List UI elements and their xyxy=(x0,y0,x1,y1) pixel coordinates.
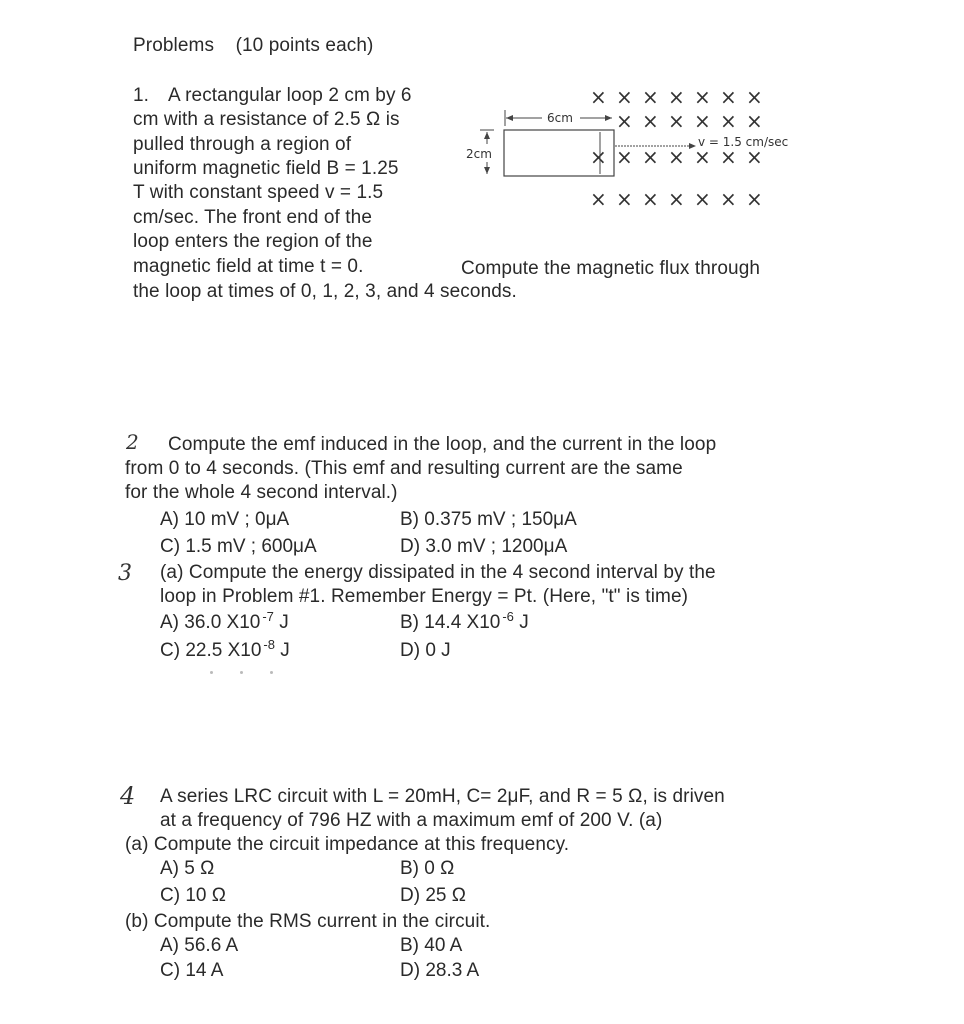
loop-field-diagram xyxy=(460,82,800,212)
field-x-icon: × xyxy=(590,85,607,109)
field-x-icon: × xyxy=(746,109,763,133)
problem-1-line: T with constant speed v = 1.5 xyxy=(133,182,384,203)
option-c-exponent: -8 xyxy=(263,636,275,652)
field-x-icon: × xyxy=(746,85,763,109)
field-x-icon: × xyxy=(746,145,763,169)
option-b-unit: J xyxy=(519,612,529,633)
problem-1-line: cm/sec. The front end of the xyxy=(133,207,373,228)
option-a-base: A) 36.0 X10 xyxy=(160,612,261,633)
problem-1-line: A rectangular loop 2 cm by 6 xyxy=(168,85,412,106)
problem-2-line: Compute the emf induced in the loop, and the current in the loop xyxy=(168,434,717,455)
header-points: (10 points each) xyxy=(235,35,374,56)
problem-3-number: 3 xyxy=(118,561,132,586)
problem-4-number: 4 xyxy=(120,782,136,810)
stray-dot xyxy=(210,671,213,674)
problem-4a-option-d: D) 25 Ω xyxy=(400,885,466,906)
field-x-icon: × xyxy=(694,109,711,133)
height-label: 2cm xyxy=(466,147,492,161)
problem-1-number: 1. xyxy=(133,85,150,106)
problem-1-question-tail: Compute the magnetic flux through xyxy=(461,258,761,279)
option-a-unit: J xyxy=(279,612,289,633)
field-x-icon: × xyxy=(720,109,737,133)
field-x-icon: × xyxy=(642,145,659,169)
stray-dot xyxy=(240,671,243,674)
width-label: 6cm xyxy=(547,111,573,125)
problem-4a-option-b: B) 0 Ω xyxy=(400,858,455,879)
field-x-icon: × xyxy=(616,109,633,133)
problem-4a-option-a: A) 5 Ω xyxy=(160,858,215,879)
problem-4b-option-d: D) 28.3 A xyxy=(400,960,480,981)
problem-4-line: at a frequency of 796 HZ with a maximum emf of 200 V. (a) xyxy=(160,810,663,831)
problem-2-option-d: D) 3.0 mV ; 1200μA xyxy=(400,536,568,557)
field-x-icon: × xyxy=(668,109,685,133)
problem-2-option-a: A) 10 mV ; 0μA xyxy=(160,509,290,530)
problem-1-line: cm with a resistance of 2.5 Ω is xyxy=(133,109,400,130)
field-x-icon: × xyxy=(694,85,711,109)
option-b-base: B) 14.4 X10 xyxy=(400,612,501,633)
option-c-base: C) 22.5 X10 xyxy=(160,640,262,661)
problem-3-line: loop in Problem #1. Remember Energy = Pt. (Here, "t" is time) xyxy=(160,586,689,607)
option-b-exponent: -6 xyxy=(502,608,514,624)
problem-4-part-b: (b) Compute the RMS current in the circuit. xyxy=(125,911,491,932)
problem-3-option-a xyxy=(160,608,289,635)
field-x-icon: × xyxy=(616,85,633,109)
stray-dot xyxy=(270,671,273,674)
field-x-icon: × xyxy=(668,85,685,109)
problem-4b-option-c: C) 14 A xyxy=(160,960,224,981)
field-x-icon: × xyxy=(694,187,711,211)
problem-2-number: 2 xyxy=(126,430,139,454)
field-x-icon: × xyxy=(720,187,737,211)
problem-3-option-c xyxy=(160,636,290,663)
problem-4-part-a: (a) Compute the circuit impedance at this frequency. xyxy=(125,834,570,855)
problem-4b-option-b: B) 40 A xyxy=(400,935,463,956)
field-x-icon: × xyxy=(642,85,659,109)
field-x-icon: × xyxy=(668,187,685,211)
header-title: Problems xyxy=(133,35,215,56)
option-c-unit: J xyxy=(280,640,290,661)
field-x-icon: × xyxy=(746,187,763,211)
field-x-icon: × xyxy=(616,145,633,169)
problem-2-option-c: C) 1.5 mV ; 600μA xyxy=(160,536,317,557)
problem-3-line: (a) Compute the energy dissipated in the 4 second interval by the xyxy=(160,562,716,583)
field-x-icon: × xyxy=(642,109,659,133)
field-x-icon: × xyxy=(694,145,711,169)
problem-1-line: uniform magnetic field B = 1.25 xyxy=(133,158,399,179)
field-x-icon: × xyxy=(616,187,633,211)
problem-1-line: magnetic field at time t = 0. xyxy=(133,256,364,277)
field-x-icon: × xyxy=(668,145,685,169)
problem-2-option-b: B) 0.375 mV ; 150μA xyxy=(400,509,577,530)
problem-3-option-d: D) 0 J xyxy=(400,640,451,661)
field-x-icon: × xyxy=(642,187,659,211)
option-a-exponent: -7 xyxy=(262,608,274,624)
problem-2-line: from 0 to 4 seconds. (This emf and resulting current are the same xyxy=(125,458,683,479)
field-x-icon: × xyxy=(590,187,607,211)
problem-1-line: the loop at times of 0, 1, 2, 3, and 4 seconds. xyxy=(133,281,517,302)
problem-4b-option-a: A) 56.6 A xyxy=(160,935,239,956)
problem-3-option-b xyxy=(400,608,529,635)
problem-4-line: A series LRC circuit with L = 20mH, C= 2μF, and R = 5 Ω, is driven xyxy=(160,786,725,807)
problem-1-line: loop enters the region of the xyxy=(133,231,373,252)
field-x-icon: × xyxy=(720,145,737,169)
page-header xyxy=(133,34,373,58)
velocity-label: v = 1.5 cm/sec xyxy=(698,135,789,149)
problem-1-line: pulled through a region of xyxy=(133,134,352,155)
problem-4a-option-c: C) 10 Ω xyxy=(160,885,226,906)
problem-2-line: for the whole 4 second interval.) xyxy=(125,482,398,503)
field-x-icon: × xyxy=(590,145,607,169)
field-x-icon: × xyxy=(720,85,737,109)
